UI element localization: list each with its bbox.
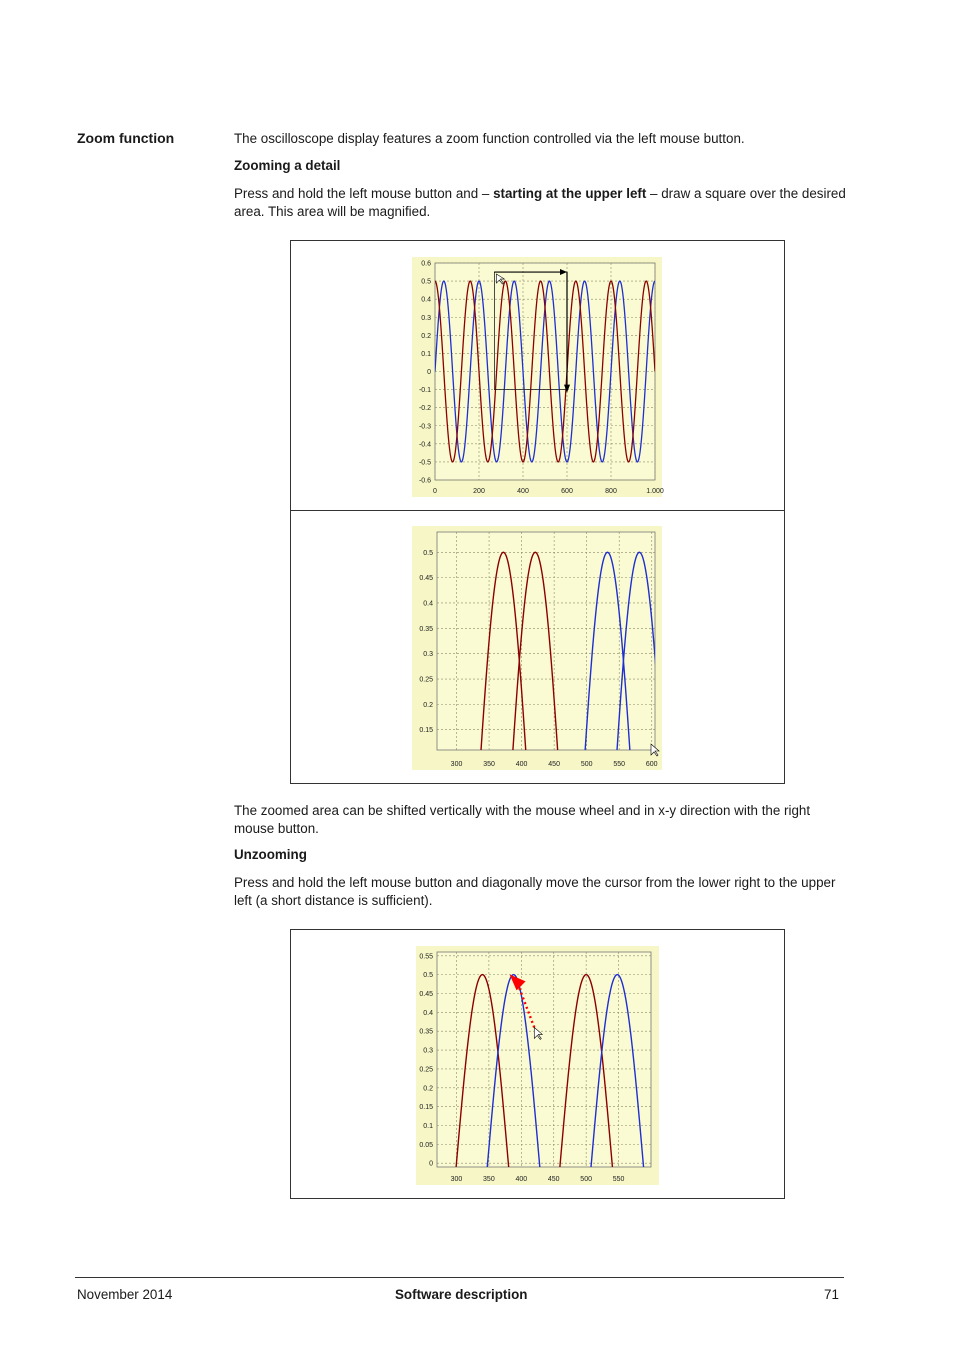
shift-paragraph: The zoomed area can be shifted vertically with the mouse wheel and in x-y direction with the right mouse button. bbox=[234, 803, 811, 836]
zooming-text-before: Press and hold the left mouse button and – bbox=[234, 186, 494, 201]
y-tick-label: 0.5 bbox=[423, 549, 433, 557]
x-tick-label: 450 bbox=[548, 761, 560, 768]
y-tick-label: 0.2 bbox=[423, 1085, 433, 1093]
figure-divider bbox=[291, 510, 784, 511]
x-tick-label: 800 bbox=[605, 488, 617, 495]
x-tick-label: 500 bbox=[580, 761, 593, 768]
y-tick-label: -0.4 bbox=[418, 441, 431, 449]
y-tick-label: 0.4 bbox=[421, 296, 431, 304]
y-tick-label: 0.25 bbox=[419, 1066, 433, 1074]
x-tick-label: 300 bbox=[450, 761, 463, 768]
y-tick-label: 0 bbox=[427, 369, 431, 376]
y-tick-label: 0.45 bbox=[419, 575, 433, 583]
y-tick-label: 0.1 bbox=[423, 1123, 433, 1131]
y-tick-label: 0.3 bbox=[423, 1047, 433, 1055]
x-tick-label: 400 bbox=[515, 761, 528, 768]
y-tick-label: -0.5 bbox=[418, 459, 431, 467]
y-tick-label: 0.2 bbox=[421, 332, 431, 340]
y-tick-label: 0.55 bbox=[419, 953, 433, 961]
y-tick-label: 0.35 bbox=[419, 1028, 433, 1036]
y-tick-label: 0.05 bbox=[419, 1141, 433, 1149]
x-tick-label: 400 bbox=[515, 1176, 528, 1183]
oscilloscope-unzoom-chart[interactable] bbox=[416, 946, 659, 1185]
zooming-paragraph bbox=[234, 185, 846, 221]
x-tick-label: 550 bbox=[613, 761, 626, 768]
x-tick-label: 600 bbox=[561, 488, 573, 495]
y-tick-label: 0.45 bbox=[419, 990, 433, 998]
footer-page-number: 71 bbox=[824, 1287, 839, 1302]
plot-area bbox=[437, 952, 651, 1167]
y-tick-label: 0.25 bbox=[419, 676, 433, 684]
unzooming-subheading: Unzooming bbox=[234, 847, 307, 862]
x-tick-label: 500 bbox=[580, 1176, 592, 1183]
y-tick-label: 0.4 bbox=[423, 1009, 433, 1017]
oscilloscope-zoomed-chart[interactable] bbox=[412, 526, 662, 770]
y-tick-label: 0.15 bbox=[419, 1104, 433, 1112]
y-tick-label: -0.3 bbox=[418, 423, 431, 431]
x-tick-label: 350 bbox=[483, 1176, 495, 1183]
x-tick-label: 0 bbox=[433, 488, 437, 495]
y-tick-label: -0.1 bbox=[418, 387, 431, 395]
x-tick-label: 1.000 bbox=[646, 488, 664, 495]
zooming-text-bold: starting at the upper left bbox=[493, 186, 647, 201]
section-heading: Zoom function bbox=[77, 130, 175, 146]
zooming-text-after: – draw a square over the desired area. This area will be magnified. bbox=[234, 186, 846, 219]
y-tick-label: 0.6 bbox=[421, 260, 431, 268]
x-tick-label: 450 bbox=[547, 1176, 560, 1183]
x-tick-label: 600 bbox=[645, 761, 658, 768]
y-tick-label: -0.6 bbox=[418, 477, 431, 485]
zooming-subheading: Zooming a detail bbox=[234, 158, 341, 173]
oscilloscope-full-chart[interactable] bbox=[412, 257, 662, 497]
y-tick-label: 0.1 bbox=[421, 350, 431, 358]
x-tick-label: 300 bbox=[450, 1176, 463, 1183]
x-tick-label: 550 bbox=[612, 1176, 625, 1183]
y-tick-label: 0.3 bbox=[421, 314, 431, 322]
footer-date: November 2014 bbox=[77, 1287, 173, 1302]
unzooming-paragraph: Press and hold the left mouse button and diagonally move the cursor from the lower right to the upper left (a short distance is sufficient). bbox=[234, 875, 836, 908]
y-tick-label: 0.35 bbox=[419, 625, 433, 633]
footer-section: Software description bbox=[395, 1287, 528, 1302]
y-tick-label: 0.5 bbox=[423, 972, 433, 980]
x-tick-label: 350 bbox=[483, 761, 495, 768]
y-tick-label: 0.5 bbox=[421, 278, 431, 286]
x-tick-label: 200 bbox=[473, 488, 485, 495]
y-tick-label: -0.2 bbox=[418, 405, 431, 413]
y-tick-label: 0.4 bbox=[423, 600, 433, 608]
y-tick-label: 0.2 bbox=[423, 701, 433, 709]
footer-rule bbox=[75, 1277, 844, 1278]
y-tick-label: 0.3 bbox=[423, 651, 433, 659]
y-tick-label: 0.15 bbox=[419, 727, 433, 735]
x-tick-label: 400 bbox=[517, 488, 529, 495]
intro-paragraph: The oscilloscope display features a zoom function controlled via the left mouse button. bbox=[234, 131, 745, 146]
y-tick-label: 0 bbox=[429, 1160, 433, 1168]
